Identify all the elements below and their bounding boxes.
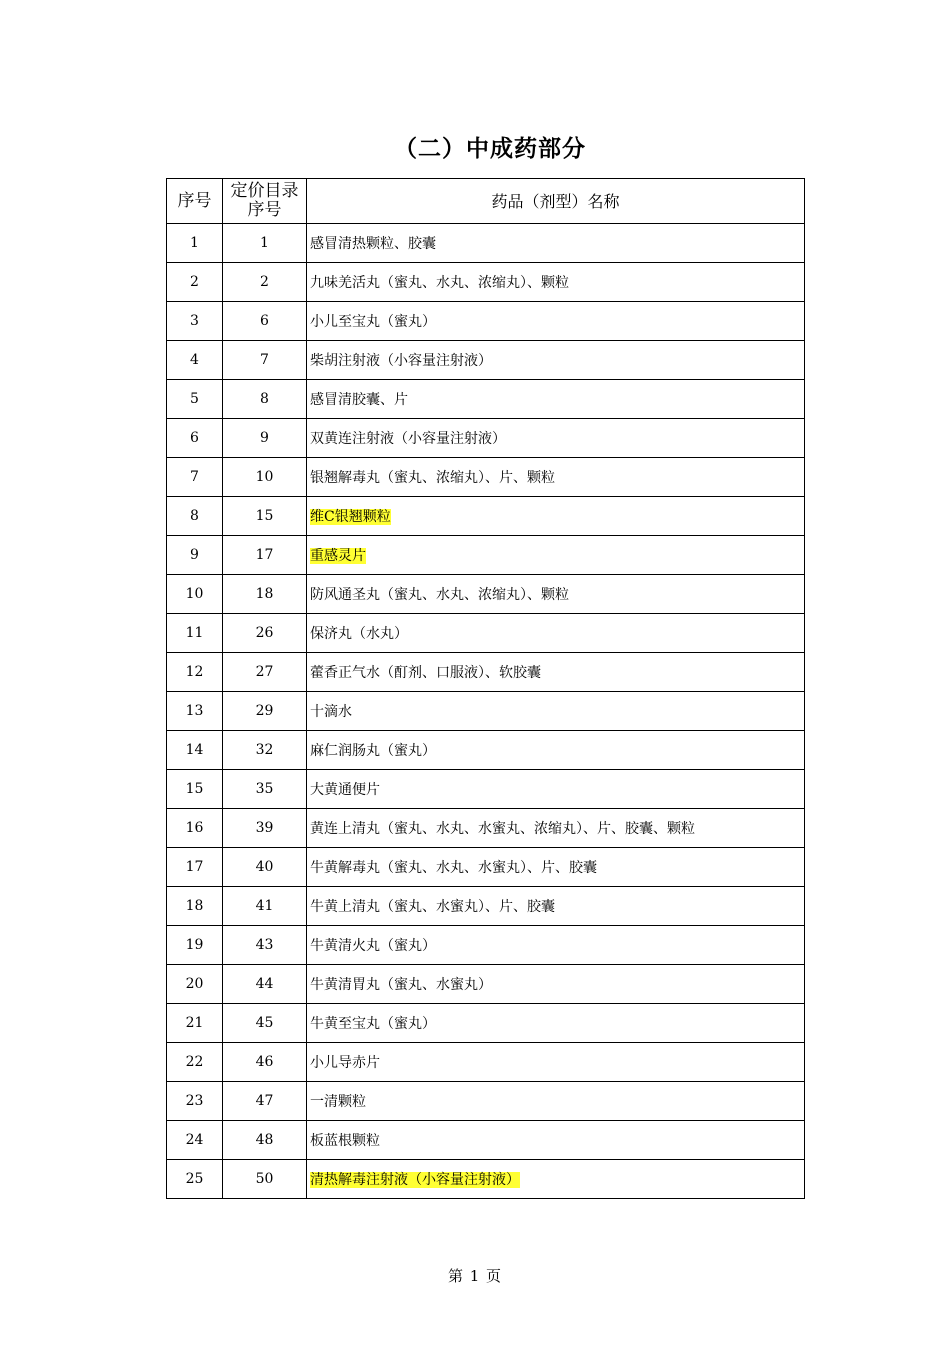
row-drug-name-cell bbox=[307, 692, 805, 731]
table-header-row bbox=[167, 179, 805, 224]
table-row bbox=[167, 692, 805, 731]
table-row bbox=[167, 224, 805, 263]
row-drug-name: 小儿至宝丸（蜜丸） bbox=[310, 314, 436, 330]
table-row bbox=[167, 809, 805, 848]
row-index: 24 bbox=[167, 1121, 223, 1160]
drug-table bbox=[166, 178, 805, 1199]
row-catalog-index: 15 bbox=[223, 497, 307, 536]
table-row bbox=[167, 848, 805, 887]
row-index: 15 bbox=[167, 770, 223, 809]
header-drug-name: 药品（剂型）名称 bbox=[307, 179, 805, 224]
row-index: 19 bbox=[167, 926, 223, 965]
row-drug-name-cell bbox=[307, 419, 805, 458]
row-drug-name: 银翘解毒丸（蜜丸、浓缩丸）、片、颗粒 bbox=[310, 470, 555, 486]
table-row bbox=[167, 1160, 805, 1199]
row-catalog-index: 46 bbox=[223, 1043, 307, 1082]
row-drug-name: 小儿导赤片 bbox=[310, 1055, 380, 1071]
row-index: 16 bbox=[167, 809, 223, 848]
row-drug-name: 九味羌活丸（蜜丸、水丸、浓缩丸）、颗粒 bbox=[310, 275, 569, 291]
row-index: 9 bbox=[167, 536, 223, 575]
table-row bbox=[167, 302, 805, 341]
row-catalog-index: 6 bbox=[223, 302, 307, 341]
row-drug-name-cell bbox=[307, 926, 805, 965]
row-drug-name: 一清颗粒 bbox=[310, 1094, 366, 1110]
row-index: 17 bbox=[167, 848, 223, 887]
row-drug-name: 柴胡注射液（小容量注射液） bbox=[310, 353, 492, 369]
row-catalog-index: 18 bbox=[223, 575, 307, 614]
row-index: 21 bbox=[167, 1004, 223, 1043]
row-drug-name-cell bbox=[307, 536, 805, 575]
row-drug-name: 清热解毒注射液（小容量注射液） bbox=[310, 1172, 520, 1188]
row-catalog-index: 27 bbox=[223, 653, 307, 692]
row-drug-name: 牛黄解毒丸（蜜丸、水丸、水蜜丸）、片、胶囊 bbox=[310, 860, 597, 876]
row-index: 20 bbox=[167, 965, 223, 1004]
header-catalog-line1: 定价目录 bbox=[230, 181, 299, 201]
row-drug-name: 感冒清热颗粒、胶囊 bbox=[310, 236, 436, 252]
row-drug-name-cell bbox=[307, 497, 805, 536]
row-index: 22 bbox=[167, 1043, 223, 1082]
row-index: 11 bbox=[167, 614, 223, 653]
row-catalog-index: 32 bbox=[223, 731, 307, 770]
table-row bbox=[167, 965, 805, 1004]
table-row bbox=[167, 341, 805, 380]
header-index: 序号 bbox=[167, 179, 223, 224]
row-index: 10 bbox=[167, 575, 223, 614]
table-row bbox=[167, 419, 805, 458]
row-catalog-index: 47 bbox=[223, 1082, 307, 1121]
row-index: 7 bbox=[167, 458, 223, 497]
row-drug-name-cell bbox=[307, 224, 805, 263]
row-catalog-index: 1 bbox=[223, 224, 307, 263]
row-drug-name-cell bbox=[307, 302, 805, 341]
row-drug-name: 黄连上清丸（蜜丸、水丸、水蜜丸、浓缩丸）、片、胶囊、颗粒 bbox=[310, 821, 695, 837]
row-drug-name: 保济丸（水丸） bbox=[310, 626, 408, 642]
table-row bbox=[167, 458, 805, 497]
row-catalog-index: 45 bbox=[223, 1004, 307, 1043]
row-drug-name: 麻仁润肠丸（蜜丸） bbox=[310, 743, 436, 759]
table-row bbox=[167, 1004, 805, 1043]
row-index: 25 bbox=[167, 1160, 223, 1199]
row-catalog-index: 35 bbox=[223, 770, 307, 809]
row-index: 23 bbox=[167, 1082, 223, 1121]
row-catalog-index: 50 bbox=[223, 1160, 307, 1199]
table-row bbox=[167, 1121, 805, 1160]
row-catalog-index: 2 bbox=[223, 263, 307, 302]
table-row bbox=[167, 380, 805, 419]
row-catalog-index: 9 bbox=[223, 419, 307, 458]
table-row bbox=[167, 731, 805, 770]
row-index: 1 bbox=[167, 224, 223, 263]
table-row bbox=[167, 263, 805, 302]
row-index: 6 bbox=[167, 419, 223, 458]
row-index: 18 bbox=[167, 887, 223, 926]
row-index: 8 bbox=[167, 497, 223, 536]
row-drug-name: 牛黄至宝丸（蜜丸） bbox=[310, 1016, 436, 1032]
row-drug-name: 牛黄上清丸（蜜丸、水蜜丸）、片、胶囊 bbox=[310, 899, 555, 915]
table-row bbox=[167, 497, 805, 536]
row-index: 14 bbox=[167, 731, 223, 770]
row-drug-name-cell bbox=[307, 1043, 805, 1082]
table-row bbox=[167, 536, 805, 575]
row-drug-name: 防风通圣丸（蜜丸、水丸、浓缩丸）、颗粒 bbox=[310, 587, 569, 603]
row-drug-name-cell bbox=[307, 1082, 805, 1121]
row-catalog-index: 26 bbox=[223, 614, 307, 653]
table-row bbox=[167, 1043, 805, 1082]
row-index: 12 bbox=[167, 653, 223, 692]
table-row bbox=[167, 770, 805, 809]
row-catalog-index: 43 bbox=[223, 926, 307, 965]
table-row bbox=[167, 926, 805, 965]
row-drug-name: 重感灵片 bbox=[310, 548, 366, 564]
row-index: 5 bbox=[167, 380, 223, 419]
row-drug-name-cell bbox=[307, 1121, 805, 1160]
row-drug-name: 大黄通便片 bbox=[310, 782, 380, 798]
row-catalog-index: 10 bbox=[223, 458, 307, 497]
row-drug-name-cell bbox=[307, 965, 805, 1004]
row-catalog-index: 29 bbox=[223, 692, 307, 731]
row-index: 3 bbox=[167, 302, 223, 341]
header-catalog-line2: 序号 bbox=[247, 200, 282, 220]
row-drug-name: 牛黄清胃丸（蜜丸、水蜜丸） bbox=[310, 977, 492, 993]
row-index: 4 bbox=[167, 341, 223, 380]
table-row bbox=[167, 653, 805, 692]
table-row bbox=[167, 887, 805, 926]
row-drug-name: 维C银翘颗粒 bbox=[310, 509, 391, 525]
row-drug-name: 十滴水 bbox=[310, 704, 352, 720]
table-row bbox=[167, 1082, 805, 1121]
page-title: （二）中成药部分 bbox=[394, 136, 586, 162]
table-body bbox=[167, 224, 805, 1199]
row-drug-name-cell bbox=[307, 653, 805, 692]
page-number: 第 1 页 bbox=[447, 1267, 503, 1285]
row-drug-name: 双黄连注射液（小容量注射液） bbox=[310, 431, 506, 447]
row-drug-name-cell bbox=[307, 1004, 805, 1043]
row-drug-name-cell bbox=[307, 809, 805, 848]
row-catalog-index: 7 bbox=[223, 341, 307, 380]
row-drug-name-cell bbox=[307, 380, 805, 419]
row-index: 13 bbox=[167, 692, 223, 731]
table-row bbox=[167, 575, 805, 614]
row-drug-name-cell bbox=[307, 731, 805, 770]
row-catalog-index: 40 bbox=[223, 848, 307, 887]
row-drug-name: 牛黄清火丸（蜜丸） bbox=[310, 938, 436, 954]
row-drug-name-cell bbox=[307, 770, 805, 809]
row-drug-name-cell bbox=[307, 263, 805, 302]
row-index: 2 bbox=[167, 263, 223, 302]
row-catalog-index: 41 bbox=[223, 887, 307, 926]
row-drug-name-cell bbox=[307, 458, 805, 497]
row-catalog-index: 44 bbox=[223, 965, 307, 1004]
row-drug-name: 板蓝根颗粒 bbox=[310, 1133, 380, 1149]
table-row bbox=[167, 614, 805, 653]
row-drug-name-cell bbox=[307, 575, 805, 614]
row-drug-name-cell bbox=[307, 341, 805, 380]
row-drug-name-cell bbox=[307, 614, 805, 653]
row-catalog-index: 8 bbox=[223, 380, 307, 419]
row-catalog-index: 48 bbox=[223, 1121, 307, 1160]
row-catalog-index: 17 bbox=[223, 536, 307, 575]
row-drug-name: 感冒清胶囊、片 bbox=[310, 392, 408, 408]
row-drug-name: 藿香正气水（酊剂、口服液）、软胶囊 bbox=[310, 665, 541, 681]
header-catalog-index bbox=[223, 179, 307, 224]
row-drug-name-cell bbox=[307, 887, 805, 926]
row-drug-name-cell bbox=[307, 1160, 805, 1199]
row-catalog-index: 39 bbox=[223, 809, 307, 848]
row-drug-name-cell bbox=[307, 848, 805, 887]
